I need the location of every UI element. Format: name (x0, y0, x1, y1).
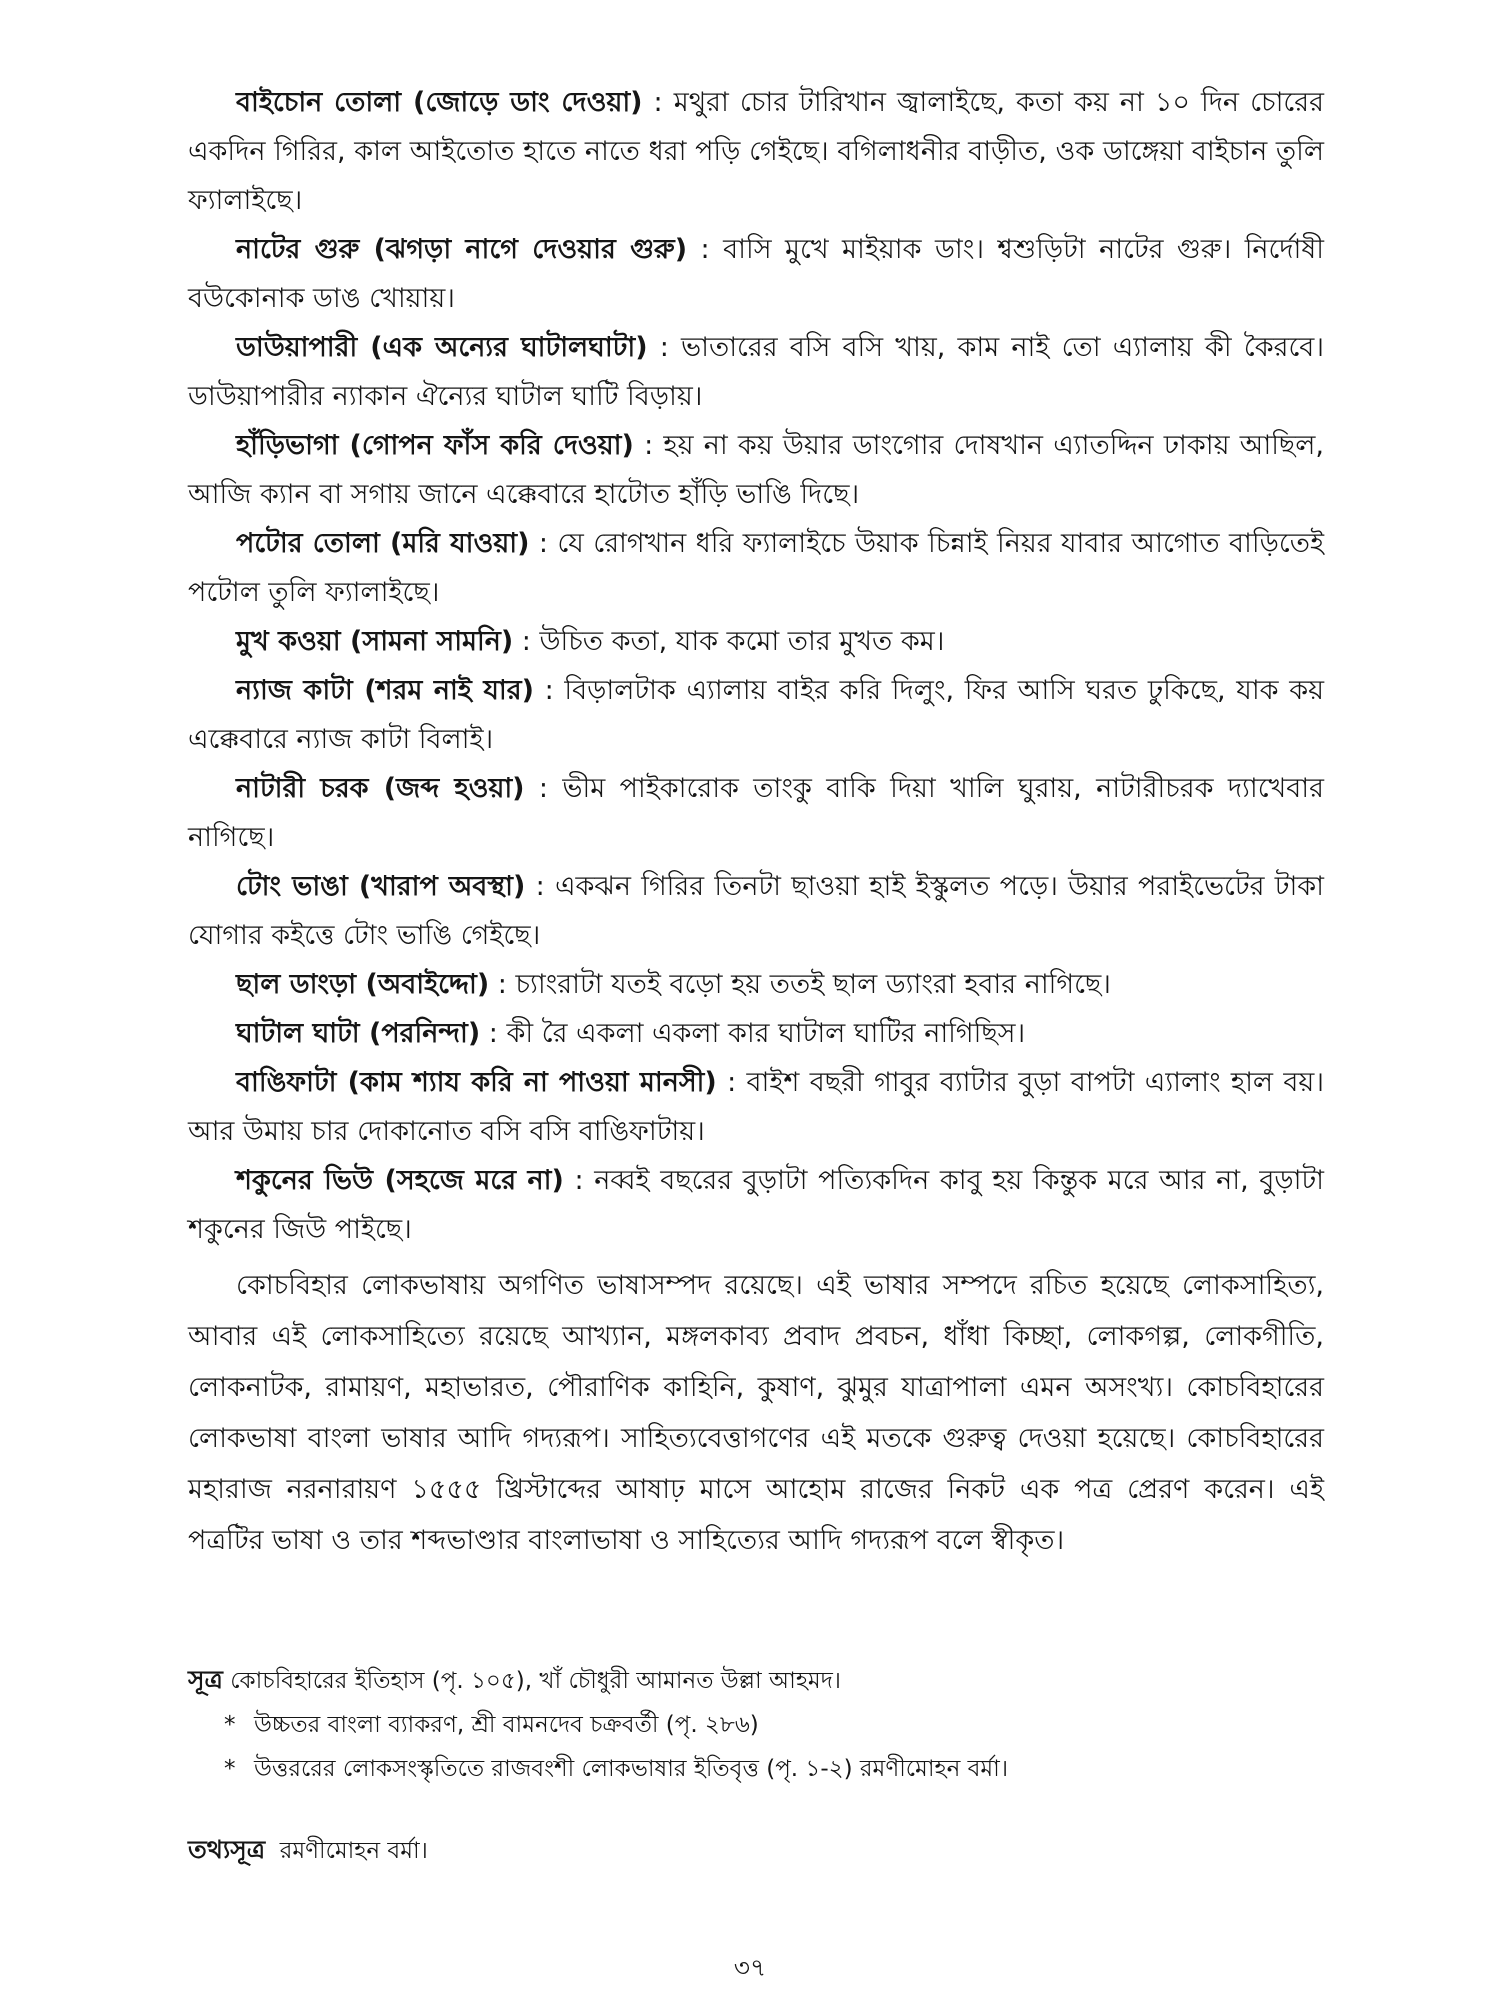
asterisk-bullet: * (224, 1756, 236, 1782)
idiom-term: ডাউয়াপারী (এক অন্যের ঘাটালঘাটা) (236, 332, 648, 363)
idiom-term: হাঁড়িভাগা (গোপন ফাঁস করি দেওয়া) (236, 430, 634, 461)
separator: : (524, 773, 563, 804)
idiom-term: ন্যাজ কাটা (শরম নাই যার) (236, 675, 534, 706)
source-item (188, 1703, 1324, 1747)
separator: : (533, 675, 565, 706)
idiom-term: বাঙিফাটা (কাম শ্যায করি না পাওয়া মানসী) (236, 1067, 717, 1098)
idiom-term: বাইচোন তোলা (জোড়ে ডাং দেওয়া) (236, 87, 643, 118)
idiom-entry (188, 1058, 1324, 1156)
idiom-example: যে রোগখান ধরি ফ্যালাইচে উয়াক চিন্নাই নিয়র যাবার আগোত বাড়িতেই পটোল তুলি ফ্যালাইছে। (188, 528, 1325, 608)
idiom-entry (188, 78, 1324, 225)
source-main-text: কোচবিহারের ইতিহাস (পৃ. ১০৫), খাঁ চৌধুরী আমানত উল্লা আহমদ। (230, 1668, 842, 1694)
idiom-example: বাসি মুখে মাইয়াক ডাং। শ্বশুড়িটা নাটের গুরু। নির্দোষী বউকোনাক ডাঙ খোয়ায়। (188, 234, 1325, 314)
idiom-example: বিড়ালটাক এ্যালায় বাইর করি দিলুং, ফির আসি ঘরত ঢুকিছে, যাক কয় এক্কেবারে ন্যাজ কাটা বিলাই। (188, 675, 1325, 755)
separator: : (489, 969, 516, 1000)
idiom-example: উচিত কতা, যাক কমো তার মুখত কম। (539, 626, 945, 657)
main-content (188, 78, 1324, 1566)
separator: : (480, 1018, 507, 1049)
idiom-example: বাইশ বছরী গাবুর ব্যাটার বুড়া বাপটা এ্যালাং হাল বয়। আর উমায় চার দোকানোত বসি বসি বাঙিফাটায়। (188, 1067, 1324, 1147)
idiom-entry (188, 421, 1324, 519)
separator: : (529, 528, 558, 559)
sources-label: সূত্র (188, 1665, 223, 1694)
idiom-example: নব্বই বছরের বুড়াটা পত্যিকদিন কাবু হয় কিন্তুক মরে আর না, বুড়াটা শকুনের জিউ পাইছে। (188, 1165, 1324, 1245)
idiom-term: ছাল ডাংড়া (অবাইদ্দো) (236, 969, 490, 1000)
info-source (188, 1830, 428, 1873)
idiom-entry (188, 617, 1324, 666)
separator: : (525, 871, 555, 902)
idiom-entry (188, 1156, 1324, 1254)
idiom-example: কী রৈ একলা একলা কার ঘাটাল ঘাটির নাগিছিস। (506, 1018, 1026, 1049)
idiom-entry (188, 666, 1324, 764)
idiom-example: মথুরা চোর টারিখান জ্বালাইছে, কতা কয় না ১০ দিন চোরের একদিন গিরির, কাল আইতোত হাতে নাতে ধরা পড়ি গেইছে। বগিলাধনীর বাড়ীত, ওক ডাঙ্গেয়া বাইচান তুলি ফ্যালাইছে। (188, 87, 1324, 216)
separator: : (513, 626, 540, 657)
idiom-term: নাটারী চরক (জব্দ হওয়া) (236, 773, 525, 804)
idiom-example: একঝন গিরির তিনটা ছাওয়া হাই ইস্কুলত পড়ে। উয়ার পরাইভেটের টাকা যোগার কইত্তে টোং ভাঙি গেইছে। (188, 871, 1325, 951)
idiom-entry (188, 862, 1324, 960)
idiom-example: ভাতারের বসি বসি খায়, কাম নাই তো এ্যালায় কী কৈরবে। ডাউয়াপারীর ন্যাকান ঐন্যের ঘাটাল ঘাটি বিড়ায়। (188, 332, 1324, 412)
idiom-entry (188, 764, 1324, 862)
separator: : (633, 430, 664, 461)
source-item-text: উচ্চতর বাংলা ব্যাকরণ, শ্রী বামনদেব চক্রবর্তী (পৃ. ২৮৬) (254, 1712, 759, 1738)
idiom-entry (188, 323, 1324, 421)
idiom-example: চ্যাংরাটা যতই বড়ো হয় ততই ছাল ড্যাংরা হবার নাগিছে। (515, 969, 1111, 1000)
source-item-text: উত্তররের লোকসংস্কৃতিতে রাজবংশী লোকভাষার ইতিবৃত্ত (পৃ. ১-২) রমণীমোহন বর্মা। (254, 1756, 1009, 1782)
separator: : (563, 1165, 595, 1196)
sources-section (188, 1658, 1324, 1791)
idiom-example: হয় না কয় উয়ার ডাংগোর দোষখান এ্যাতদ্দিন ঢাকায় আছিল, আজি ক্যান বা সগায় জানে এক্কেবারে হাটোত হাঁড়ি ভাঙি দিছে। (188, 430, 1324, 510)
idiom-term: ঘাটাল ঘাটা (পরনিন্দা) (236, 1018, 481, 1049)
idiom-term: নাটের গুরু (ঝগড়া নাগে দেওয়ার গুরু) (236, 234, 688, 265)
idiom-example: ভীম পাইকারোক তাংকু বাকি দিয়া খালি ঘুরায়, নাটারীচরক দ্যাখেবার নাগিছে। (188, 773, 1324, 853)
body-paragraph: কোচবিহার লোকভাষায় অগণিত ভাষাসম্পদ রয়েছে। এই ভাষার সম্পদে রচিত হয়েছে লোকসাহিত্য, আবার এই লোকসাহিত্যে রয়েছে আখ্যান, মঙ্গলকাব্য প্রবাদ প্রবচন, ধাঁধা কিচ্ছা, লোকগল্প, লোকগীতি, লোকনাটক, রামায়ণ, মহাভারত, পৌরাণিক কাহিনি, কুষাণ, ঝুমুর যাত্রাপালা এমন অসংখ্য। কোচবিহারের লোকভাষা বাংলা ভাষার আদি গদ্যরূপ। সাহিত্যবেত্তাগণের এই মতকে গুরুত্ব দেওয়া হয়েছে। কোচবিহারের মহারাজ নরনারায়ণ ১৫৫৫ খ্রিস্টাব্দের আষাঢ় মাসে আহোম রাজের নিকট এক পত্র প্রেরণ করেন। এই পত্রটির ভাষা ও তার শব্দভাণ্ডার বাংলাভাষা ও সাহিত্যের আদি গদ্যরূপ বলে স্বীকৃত। (188, 1270, 1324, 1556)
idiom-entry (188, 960, 1324, 1009)
idiom-term: পটোর তোলা (মরি যাওয়া) (236, 528, 530, 559)
source-main (188, 1658, 1324, 1703)
idiom-term: শকুনের ভিউ (সহজে মরে না) (236, 1165, 564, 1196)
idiom-entry (188, 1009, 1324, 1058)
idiom-term: মুখ কওয়া (সামনা সামনি) (236, 626, 514, 657)
separator: : (687, 234, 724, 265)
info-source-text: রমণীমোহন বর্মা। (279, 1838, 428, 1864)
separator: : (642, 87, 674, 118)
separator: : (647, 332, 681, 363)
idiom-entry (188, 519, 1324, 617)
asterisk-bullet: * (224, 1712, 236, 1738)
source-item (188, 1747, 1324, 1791)
info-source-label: তথ্যসূত্র (188, 1835, 266, 1864)
separator: : (716, 1067, 747, 1098)
page-number: ৩৭ (733, 1953, 767, 1982)
idiom-entry (188, 225, 1324, 323)
idiom-term: টোং ভাঙা (খারাপ অবস্থা) (236, 871, 526, 902)
